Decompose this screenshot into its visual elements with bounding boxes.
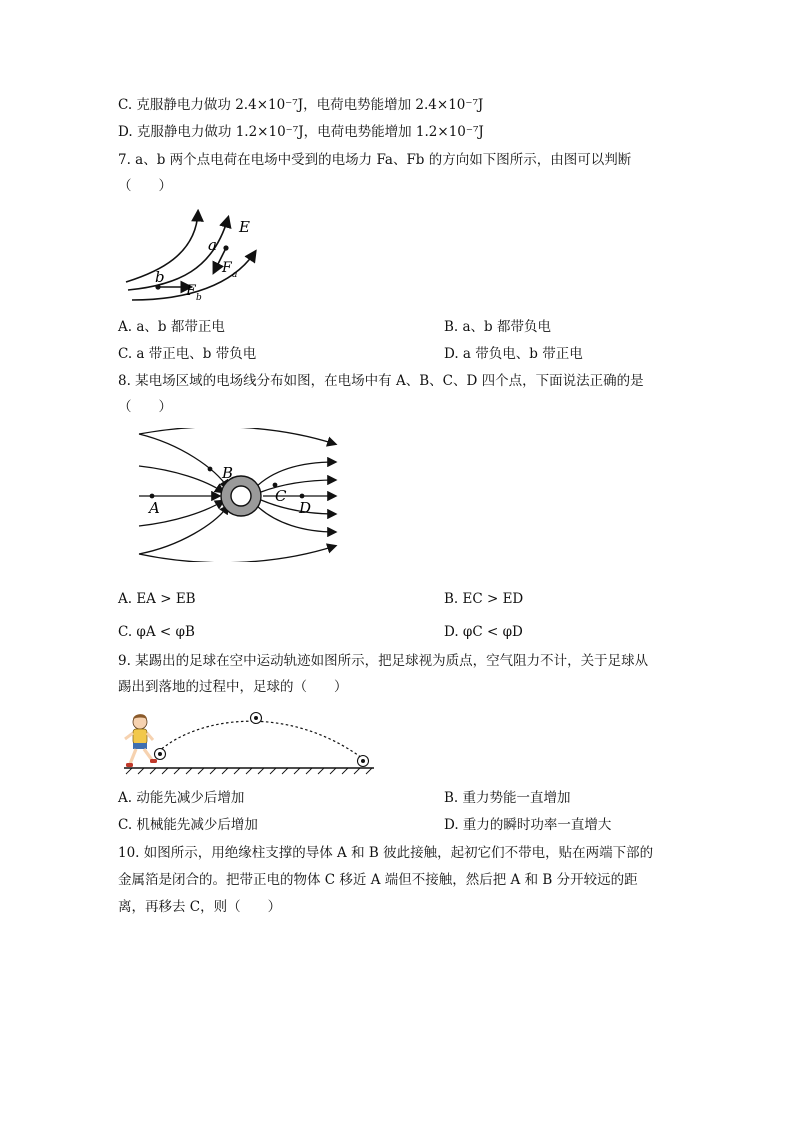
- q9-option-a: A. 动能先减少后增加: [118, 790, 245, 806]
- q8-option-d: D. φC < φD: [444, 624, 523, 640]
- q8-option-a: A. EA > EB: [118, 591, 196, 607]
- q7-label-b: b: [155, 268, 165, 286]
- q8-option-c: C. φA < φB: [118, 624, 195, 640]
- football-icon: [155, 749, 166, 760]
- football-icon: [358, 756, 369, 767]
- q8-label-d: D: [299, 499, 312, 517]
- q8-label-b: B: [222, 464, 234, 482]
- q9-stem-cont: 踢出到落地的过程中，足球的（ ）: [118, 679, 348, 695]
- q7-label-e: E: [239, 218, 250, 236]
- q9-stem: 9. 某踢出的足球在空中运动轨迹如图所示，把足球视为质点，空气阻力不计，关于足球从: [118, 653, 649, 669]
- q7-label-fa-sub: a: [232, 270, 238, 280]
- q6-option-d: D. 克服静电力做功 1.2×10⁻⁷J，电荷电势能增加 1.2×10⁻⁷J: [118, 124, 484, 140]
- football-icon: [251, 713, 262, 724]
- q7-paren: （ ）: [118, 178, 172, 194]
- q8-label-c: C: [275, 487, 287, 505]
- q9-option-b: B. 重力势能一直增加: [444, 790, 571, 806]
- q7-option-a: A. a、b 都带正电: [118, 319, 225, 335]
- q10-stem-line-2: 金属箔是闭合的。把带正电的物体 C 移近 A 端但不接触，然后把 A 和 B 分开较远的距: [118, 872, 638, 888]
- q7-label-fa: F: [222, 260, 232, 276]
- q7-option-c: C. a 带正电、b 带负电: [118, 346, 257, 362]
- q9-football-trajectory-figure: [118, 708, 380, 778]
- q7-label-fb-sub: b: [196, 293, 202, 303]
- q7-stem: 7. a、b 两个点电荷在电场中受到的电场力 Fa、Fb 的方向如下图所示，由图可以判断: [118, 152, 632, 168]
- q7-option-b: B. a、b 都带负电: [444, 319, 551, 335]
- q8-label-a: A: [149, 499, 160, 517]
- q8-stem: 8. 某电场区域的电场线分布如图，在电场中有 A、B、C、D 四个点，下面说法正确的是: [118, 373, 644, 389]
- q10-stem-line-1: 10. 如图所示，用绝缘柱支撑的导体 A 和 B 彼此接触，起初它们不带电，贴在两端下部的: [118, 845, 654, 861]
- q8-option-b: B. EC > ED: [444, 591, 524, 607]
- q7-field-line-figure: [118, 200, 278, 310]
- q10-stem-line-3: 离，再移去 C，则（ ）: [118, 899, 282, 915]
- q8-paren: （ ）: [118, 399, 172, 415]
- q7-label-fb: F: [186, 283, 196, 299]
- q9-option-c: C. 机械能先减少后增加: [118, 817, 258, 833]
- q7-label-a: a: [208, 236, 217, 254]
- q7-option-d: D. a 带负电、b 带正电: [444, 346, 583, 362]
- boy-icon: [125, 714, 157, 767]
- q8-field-line-figure: [135, 428, 345, 562]
- q6-option-c: C. 克服静电力做功 2.4×10⁻⁷J，电荷电势能增加 2.4×10⁻⁷J: [118, 97, 484, 113]
- q9-option-d: D. 重力的瞬时功率一直增大: [444, 817, 612, 833]
